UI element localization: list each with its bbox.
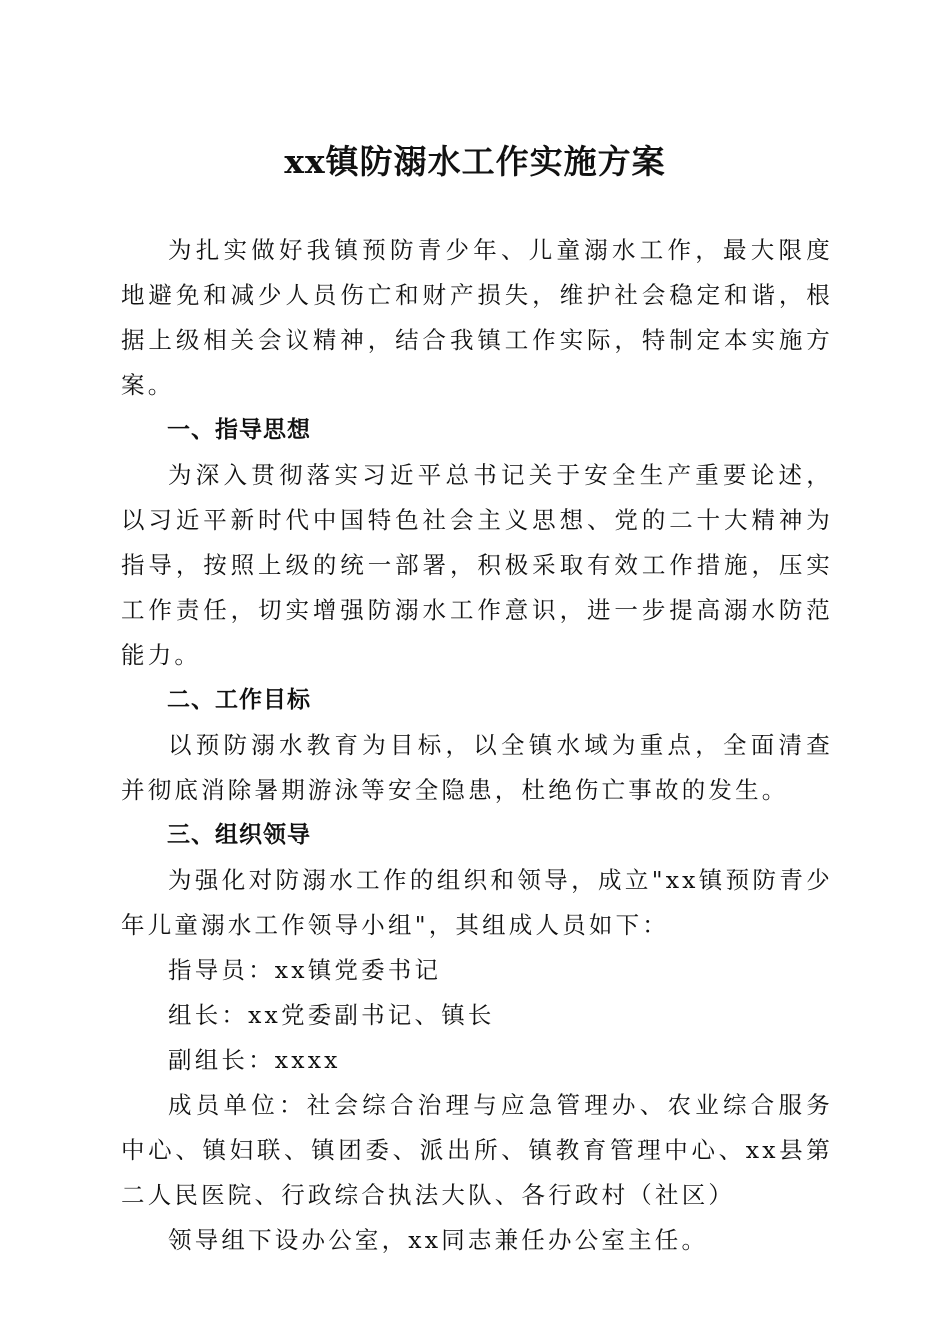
section-heading-work-goal: 二、工作目标	[167, 687, 311, 713]
member-units-paragraph: 成员单位：社会综合治理与应急管理办、农业综合服务中心、镇妇联、镇团委、派出所、镇教育管理中心、xx县第二人民医院、行政综合执法大队、各行政村（社区）	[121, 1091, 833, 1209]
organization-intro-paragraph: 为强化对防溺水工作的组织和领导，成立"xx镇预防青少年儿童溺水工作领导小组"，其组成人员如下：	[121, 866, 833, 939]
document-title: xx镇防溺水工作实施方案	[284, 142, 666, 181]
section-heading-organization: 三、组织领导	[167, 822, 311, 848]
instructor-line: 指导员：xx镇党委书记	[168, 956, 442, 984]
section-heading-guiding-ideology: 一、指导思想	[167, 417, 311, 443]
deputy-leader-line: 副组长：xxxx	[168, 1046, 341, 1074]
work-goal-paragraph: 以预防溺水教育为目标，以全镇水域为重点，全面清查并彻底消除暑期游泳等安全隐患，杜绝伤亡事故的发生。	[121, 731, 833, 804]
guiding-ideology-paragraph: 为深入贯彻落实习近平总书记关于安全生产重要论述，以习近平新时代中国特色社会主义思想、党的二十大精神为指导，按照上级的统一部署，积极采取有效工作措施，压实工作责任，切实增强防溺水工作意识，进一步提高溺水防范能力。	[121, 461, 833, 669]
office-line: 领导组下设办公室，xx同志兼任办公室主任。	[168, 1226, 709, 1254]
leader-line: 组长：xx党委副书记、镇长	[168, 1001, 495, 1029]
intro-paragraph: 为扎实做好我镇预防青少年、儿童溺水工作，最大限度地避免和减少人员伤亡和财产损失，维护社会稳定和谐，根据上级相关会议精神，结合我镇工作实际，特制定本实施方案。	[121, 236, 833, 399]
document-body	[121, 228, 833, 1263]
